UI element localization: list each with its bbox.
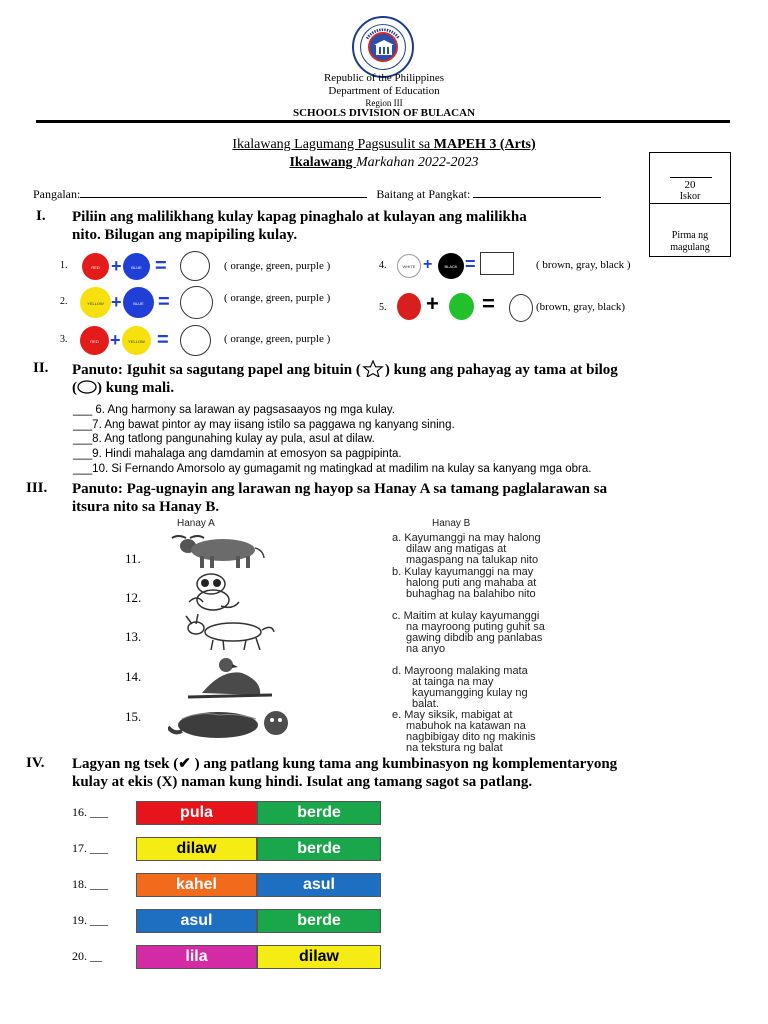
choice-a [392,533,541,566]
choice-d-line: d. Mayroong malaking mata [392,665,528,677]
part2-item: ___10. Si Fernando Amorsolo ay gumagamit ng matingkad at madilim na kulay sa kanyang mga obra. [73,463,592,475]
part1-line2: nito. Bilugan ang mapipiling kulay. [72,227,298,243]
part2-instruction [72,360,732,397]
color-circle [449,293,474,320]
star-icon [361,360,385,377]
part2-item: ___ 6. Ang harmony sa larawan ay pagsasaayos ng mga kulay. [73,404,395,416]
equals-icon: = [465,254,476,274]
score-total: 20 [684,179,696,191]
part1-options: ( orange, green, purple ) [224,292,331,304]
signature-label-1: Pirma ng [671,230,709,241]
color-circle-label: YELLOW [87,301,104,306]
part4-line2: kulay at ekis (X) naman kung hindi. Isulat ang tamang sagot sa patlang. [72,774,533,790]
choice-e-line: na tekstura ng balat [406,742,503,754]
part1-options: ( orange, green, purple ) [224,333,331,345]
choice-e-line: mabuhok na katawan na [406,720,526,732]
color-bar-right: berde [257,909,381,933]
choice-c-line: c. Maitim at kulay kayumanggi [392,610,540,622]
subtitle-part-a: Ikalawang [289,155,357,170]
part2-line2-a: ( [72,380,77,396]
part2-item: ___8. Ang tatlong pangunahing kulay ay pula, asul at dilaw. [73,433,375,445]
exam-title [0,137,768,153]
color-circle-label: WHITE [402,264,416,269]
choice-e [392,710,536,754]
choice-a-line: a. Kayumanggi na may halong [392,532,541,544]
part4-instruction [72,755,742,791]
color-bar-right: dilaw [257,945,381,969]
part3-number-item: 12. [125,590,142,605]
part4-item-number[interactable]: 17. ___ [72,841,108,855]
color-circle-label: BLACK [444,264,458,269]
choice-e-line: nagbibigay dito ng makinis [406,731,536,743]
choice-d [392,666,528,710]
name-field[interactable] [80,187,367,198]
equals-icon: = [158,291,170,313]
part4-line1: Lagyan ng tsek (✔ ) ang patlang kung tama ang kumbinasyon ng komplementaryong [72,756,618,772]
deer-image [178,610,278,650]
part1-instruction [72,208,632,244]
score-label: Iskor [679,191,701,202]
part2-number: II. [33,360,49,376]
name-label: Pangalan: [33,187,81,201]
grade-field[interactable] [473,187,601,198]
part3-number-item: 14. [125,669,142,684]
choice-a-line: dilaw ang matigas at [406,543,507,555]
carabao-image [168,532,268,570]
part2-line1 [72,360,732,379]
choice-b [392,567,536,600]
part3-number: III. [26,480,48,496]
part1-options: ( orange, green, purple ) [224,260,331,272]
equals-icon: = [155,255,167,277]
signature-label-2: magulang [670,242,710,253]
part1-item-number: 4. [379,260,387,271]
bearcat-image [168,707,308,741]
part1-options: ( brown, gray, black ) [536,259,631,271]
answer-circle[interactable] [180,325,211,356]
color-circle-label: YELLOW [128,339,145,344]
color-bar-right: berde [257,837,381,861]
part2-item: ___9. Hindi mahalaga ang damdamin at emosyon sa pagpipinta. [73,448,402,460]
answer-circle[interactable] [180,251,210,281]
answer-circle[interactable] [180,286,213,319]
deped-seal [352,16,414,78]
circle-icon [77,380,97,394]
part1-item-number: 2. [60,296,68,307]
choice-c [392,611,545,655]
part3-number-item: 15. [125,709,142,724]
title-part-a: Ikalawang Lagumang Pagsusulit sa [232,137,434,152]
plus-icon: + [111,256,122,276]
choice-b-line: b. Kulay kayumanggi na may [392,566,534,578]
color-circle [397,293,421,320]
title-part-b: MAPEH 3 (Arts) [433,137,536,152]
plus-icon: + [110,330,121,350]
header-divider [36,120,730,123]
hanay-a-heading: Hanay A [177,518,215,529]
tarsier-image [183,572,243,612]
part2-line1-b: ) kung ang pahayag ay tama at bilog [384,362,618,378]
part1-line1: Piliin ang malilikhang kulay kapag pinaghalo at kulayan ang malilikha [72,209,527,225]
choice-d-line: at tainga na may [412,676,494,688]
part3-number-item: 11. [125,551,141,566]
color-bar-left: pula [136,801,257,825]
part4-number: IV. [26,755,45,771]
header-line-4: SCHOOLS DIVISION OF BULACAN [292,107,476,119]
equals-icon: = [157,329,169,351]
color-circle-label: BLUE [133,301,144,306]
choice-d-line: balat. [412,698,439,710]
subtitle-part-b: Markahan 2022-2023 [356,155,479,170]
equals-icon: = [482,291,495,316]
part3-line1: Panuto: Pag-ugnayin ang larawan ng hayop sa Hanay A sa tamang paglalarawan sa [72,481,608,497]
part3-instruction [72,480,732,516]
part4-item-number[interactable]: 19. ___ [72,913,108,927]
part1-item-number: 5. [379,302,387,313]
header-line-2: Department of Education [328,85,440,97]
part1-options: (brown, gray, black) [536,301,626,313]
part4-item-number[interactable]: 20. __ [72,949,102,963]
choice-b-line: buhaghag na balahibo nito [406,588,536,600]
color-bar-left: asul [136,909,257,933]
color-circle-label: RED [90,339,99,344]
part1-item-number: 3. [60,334,68,345]
color-circle-label: BLUE [131,265,142,270]
student-info-row [33,187,601,202]
choice-c-line: na anyo [406,643,446,655]
color-bar-left: kahel [136,873,257,897]
plus-icon: + [111,292,122,312]
plus-icon: + [426,291,439,316]
part2-line1-a: Panuto: Iguhit sa sagutang papel ang bituin ( [72,362,361,378]
color-bar-left: lila [136,945,257,969]
part2-line2 [72,379,732,397]
answer-box[interactable] [480,252,514,275]
part2-item: ___7. Ang bawat pintor ay may iisang istilo sa paggawa ng kanyang sining. [73,419,455,431]
color-bar-right: berde [257,801,381,825]
answer-circle[interactable] [509,294,533,322]
header-line-1: Republic of the Philippines [323,72,445,84]
color-bar-left: dilaw [136,837,257,861]
plus-icon: + [423,256,433,273]
choice-b-line: halong puti ang mahaba at [406,577,537,589]
part3-line2: itsura nito sa Hanay B. [72,499,220,515]
eagle-image [182,655,277,701]
part3-number-item: 13. [125,629,142,644]
choice-a-line: magaspang na talukap nito [406,554,539,566]
part1-number: I. [36,208,46,224]
color-bar-right: asul [257,873,381,897]
choice-e-line: e. May siksik, mabigat at [392,709,513,721]
choice-d-line: kayumangging kulay ng [412,687,528,699]
part2-line2-b: ) kung mali. [97,380,175,396]
choice-c-line: gawing dibdib ang panlabas [406,632,543,644]
header-line-3: Region III [365,98,403,108]
score-box [649,152,731,257]
part4-item-number[interactable]: 18. ___ [72,877,108,891]
hanay-b-heading: Hanay B [432,518,471,529]
color-circle-label: RED [91,265,100,270]
part1-item-number: 1. [60,260,68,271]
part4-item-number[interactable]: 16. ___ [72,805,108,819]
choice-c-line: na mayroong puting guhit sa [406,621,545,633]
grade-label: Baitang at Pangkat: [376,187,471,201]
